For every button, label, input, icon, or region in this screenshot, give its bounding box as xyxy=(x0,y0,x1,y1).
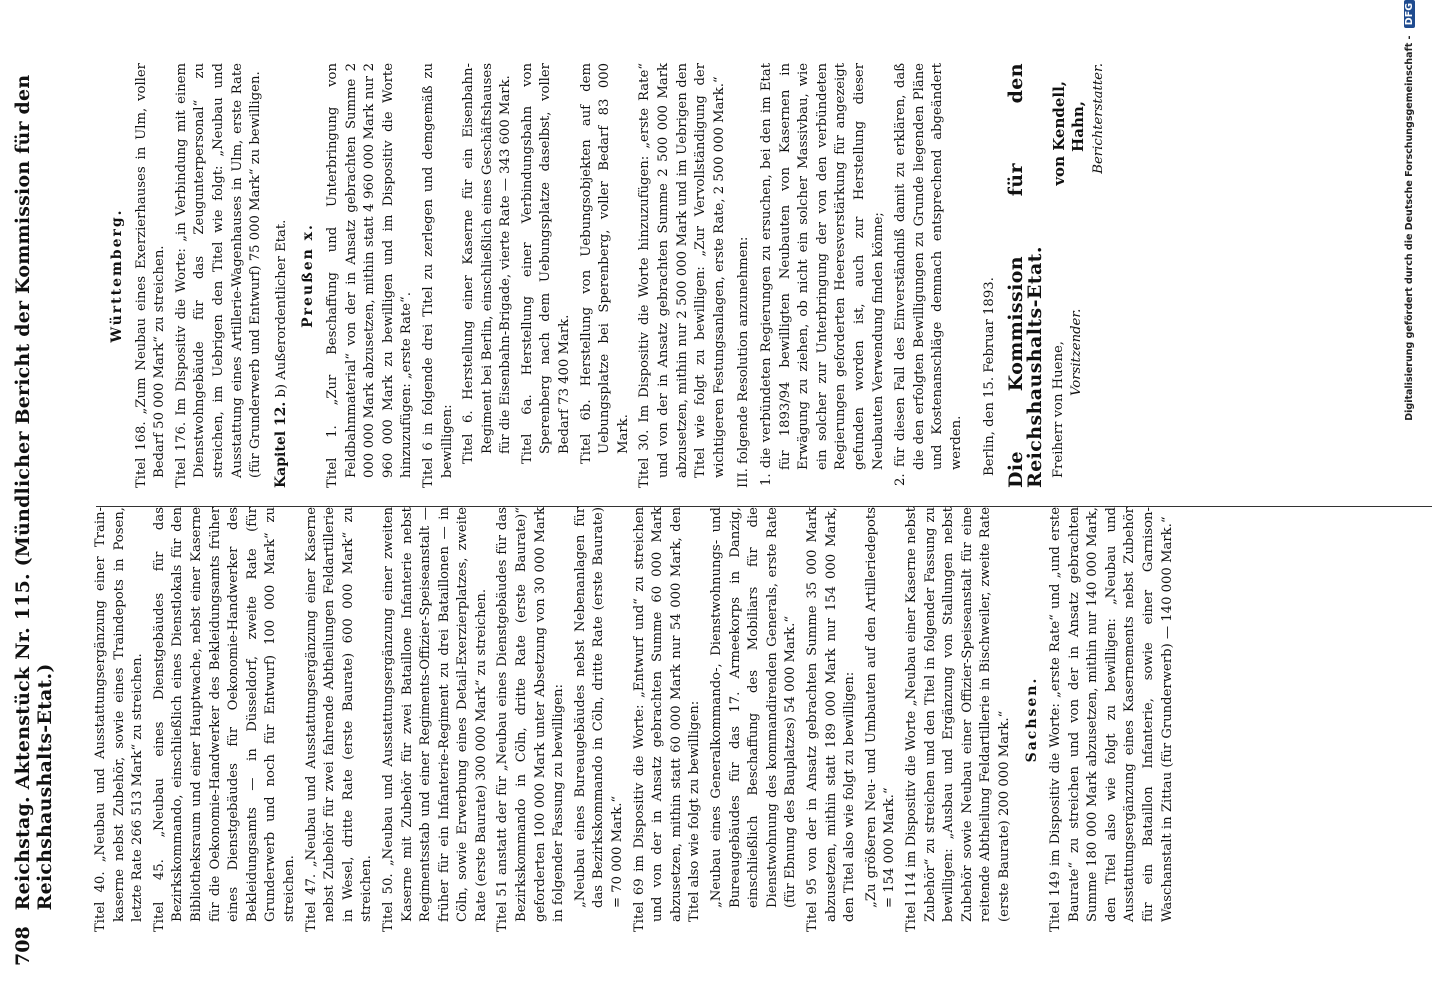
paragraph-titel-30: Titel 30. Im Dispositiv die Worte hinzuzufügen: „erste Rate“ und von der in Ansatz gebrachten Summe 2 500 000 Mark abzusetzen, mithin nur 2 500 000 Mark und im Uebrigen den Titel wie folgt zu bewilligen: „Zur Vervollständigung der wichtigeren Festungsanlagen, erste Rate, 2 500 000 Mark.“ xyxy=(637,63,727,488)
paragraph-titel-40: Titel 40. „Neubau und Ausstattungsergänzung einer Train-kaserne nebst Zubehör, sowie eines Traindepots in Posen, letzte Rate 266 513 Mark“ zu streichen. xyxy=(93,507,146,932)
resolution-heading: III. folgende Resolution anzunehmen: xyxy=(736,236,752,488)
page-number: 708 xyxy=(12,926,34,966)
digitization-credit xyxy=(1404,0,1415,740)
reporter-role: Berichterstatter. xyxy=(1091,63,1107,174)
heading-wuerttemberg: Württemberg. xyxy=(109,208,125,343)
paragraph-titel-47: Titel 47. „Neubau und Ausstattungsergänzung einer Kaserne nebst Zubehör für zwei fahrende Abtheilungen Feldartillerie in Wesel, dritte Rate (erste Baurate) 600 000 Mark“ zu streichen. xyxy=(303,507,375,932)
signature-block xyxy=(1050,63,1142,488)
running-title: Reichstag. Aktenstück Nr. 115. (Mündlicher Bericht der Kommission für den Reichshaushalts-Etat.) xyxy=(12,74,56,911)
subitem-titel-6b: Titel 6b. Herstellung von Uebungsobjekten auf dem Uebungsplatze bei Sperenberg, voller Bedarf 83 000 Mark. xyxy=(578,63,631,464)
paragraph-titel-1: Titel 1. „Zur Beschaffung und Unterbringung von Feldbahnmaterial“ von der in Ansatz gebrachten Summe 2 000 000 Mark abzusetzen, mithin statt 4 960 000 Mark nur 2 960 000 Mark zu bewilligen und im Dispositiv die Worte hinzuzufügen: „erste Rate“. xyxy=(324,63,415,488)
dateline: Berlin, den 15. Februar 1893. xyxy=(981,277,997,476)
paragraph-titel-45: Titel 45. „Neubau eines Dienstgebäudes für das Bezirkskommando, einschließlich eines Dienstlokals für den Bibliotheksraum und einer Hauptwache, nebst einer Kaserne für die Oekonomie-Handwerker des Bekleidungsamts früher eines Dienstgebäudes für Oekonomie-Handwerker des Bekleidungsamts — in Düsseldorf, zweite Rate (für Grunderwerb und noch für Entwurf) 100 000 Mark“ zu streichen. xyxy=(151,507,297,932)
chair-role: Vorsitzender. xyxy=(1069,308,1085,396)
titel-6-subitems xyxy=(460,63,633,464)
dfg-logo: DFG xyxy=(1404,0,1415,28)
quote-bureau-cologne: „Neubau eines Bureaugebäudes nebst Nebenanlagen für das Bezirkskommando in Cöln, dritte Rate (erste Baurate) = 70 000 Mark.“ xyxy=(572,507,626,908)
heading-preussen: Preußen x. xyxy=(300,223,317,328)
subitem-titel-6: Titel 6. Herstellung einer Kaserne für ein Eisenbahn-Regiment bei Berlin, einschließlich eines Geschäftshauses für die Eisenbahn-Brigade, vierte Rate — 343 600 Mark. xyxy=(461,63,514,464)
quote-generalkommando-danzig: „Neubau eines Generalkommando-, Dienstwohnungs- und Bureaugebäudes für das 17. Armeekorps in Danzig, einschließlich Beschaffung des Mobiliars für die Dienstwohnung des kommandirenden Generals, erste Rate (für Ebnung des Bauplatzes) 54 000 Mark.“ xyxy=(709,507,799,908)
page-header xyxy=(12,46,56,966)
subitem-titel-6a: Titel 6a. Herstellung einer Verbindungsbahn von Sperenberg nach dem Uebungsplatze daselbst, voller Bedarf 73 400 Mark. xyxy=(519,63,573,464)
chapter-text: b) Außerordentlicher Etat. xyxy=(273,219,289,398)
quote-artilleriedepots: „Zu größeren Neu- und Umbauten auf den Artilleriedepots = 154 000 Mark.“ xyxy=(863,507,898,908)
chapter-heading xyxy=(272,63,292,488)
chapter-label: Kapitel 12. xyxy=(272,401,289,488)
paragraph-titel-95: Titel 95 von der in Ansatz gebrachten Summe 35 000 Mark abzusetzen, mithin statt 189 000 Mark nur 154 000 Mark, den Titel also wie folgt zu bewilligen: xyxy=(804,507,858,932)
paragraph-titel-168: Titel 168. „Zum Neubau eines Exerzierhauses in Ulm, voller Bedarf 50 000 Mark“ zu streichen. xyxy=(133,63,168,488)
paragraph-titel-149: Titel 149 im Dispositiv die Worte: „erste Rate“ und „und erste Baurate“ zu streichen und von der in Ansatz gebrachten Summe 180 000 Mark abzusetzen, mithin nur 140 000 Mark, den Titel also wie folgt zu bewilligen: „Neubau und Ausstattungsergänzung eines Kasernements nebst Zubehör für ein Bataillon Infanterie, sowie einer Garnison-Waschanstalt in Zittau (für Grunderwerb) — 140 000 Mark.“ xyxy=(1048,507,1175,932)
resolution-item-2: 2. für diesen Fall des Einverständniß damit zu erklären, daß die den erfolgten Bewilligungen zu Grunde liegenden Pläne und Kostenanschläge demnach entsprechend abgeändert werden. xyxy=(893,63,964,486)
paragraph-titel-50: Titel 50. „Neubau und Ausstattungsergänzung einer zweiten Kaserne mit Zubehör für zwei Bataillone Infanterie nebst Regimentsstab und einer Regiments-Offizier-Speiseanstalt — früher für ein Infanterie-Regiment zu drei Bataillonen — in Cöln, sowie Erwerbung eines Detail-Exerzierplatzes, zweite Rate (erste Baurate) 300 000 Mark“ zu streichen. xyxy=(380,507,489,932)
paragraph-titel-69: Titel 69 im Dispositiv die Worte: „Entwurf und“ zu streichen und von der in Ansatz gebrachten Summe 60 000 Mark abzusetzen, mithin statt 60 000 Mark nur 54 000 Mark, den Titel also wie folgt zu bewilligen: xyxy=(631,507,703,932)
credit-text: Digitalisierung gefördert durch die Deutsche Forschungsgemeinschaft - xyxy=(1404,35,1415,421)
resolution-item-1: 1. die verbündeten Regierungen zu ersuchen, bei den im Etat für 1893/94 bewilligten Neubauten von Kasernen in Erwägung zu ziehen, ob nicht ein solcher Massivbau, wie ein solcher zur Unterbringung der von den verbündeten Regierungen geforderten Heeresverstärkung für angezeigt gefunden worden ist, auch zur Herstellung dieser Neubauten Verwendung finden könne; xyxy=(759,63,886,486)
paragraph-titel-114: Titel 114 im Dispositiv die Worte „Neubau einer Kaserne nebst Zubehör“ zu streichen und den Titel in folgender Fassung zu bewilligen: „Ausbau und Ergänzung von Stallungen nebst Zubehör sowie Neubau einer Offizier-Speiseanstalt für eine reitende Abtheilung Feldartillerie in Bischweiler, zweite Rate (erste Baurate) 200 000 Mark.“ xyxy=(903,507,1012,932)
left-column xyxy=(92,507,1180,932)
paragraph-titel-6: Titel 6 in folgende drei Titel zu zerlegen und demgemäß zu bewilligen: xyxy=(420,63,455,488)
paragraph-titel-176: Titel 176. Im Dispositiv die Worte: „in Verbindung mit einem Dienstwohngebäude für das Zeugunterpersonal“ zu streichen, im Uebrigen den Titel wie folgt: „Neubau und Ausstattung eines Artillerie-Wagenhauses in Ulm, erste Rate (für Grunderwerb und Entwurf) 75 000 Mark“ zu bewilligen. xyxy=(173,63,264,488)
chair-name: Freiherr von Huene, xyxy=(1051,341,1067,478)
commission-signoff: Die Kommission für den Reichshaushalts-Etat. xyxy=(1005,63,1046,488)
right-column xyxy=(100,63,1142,488)
paragraph-titel-51: Titel 51 anstatt der für „Neubau eines Dienstgebäudes für das Bezirkskommando in Cöln, dritte Rate (erste Baurate)“ geforderten 100 000 Mark unter Absetzung von 30 000 Mark in folgender Fassung zu bewilligen: xyxy=(495,507,567,932)
reporter-name-1: von Kendell, xyxy=(1050,81,1069,186)
reporter-name-2: Hahn, xyxy=(1069,101,1088,152)
heading-sachsen: Sachsen. xyxy=(1023,676,1040,763)
